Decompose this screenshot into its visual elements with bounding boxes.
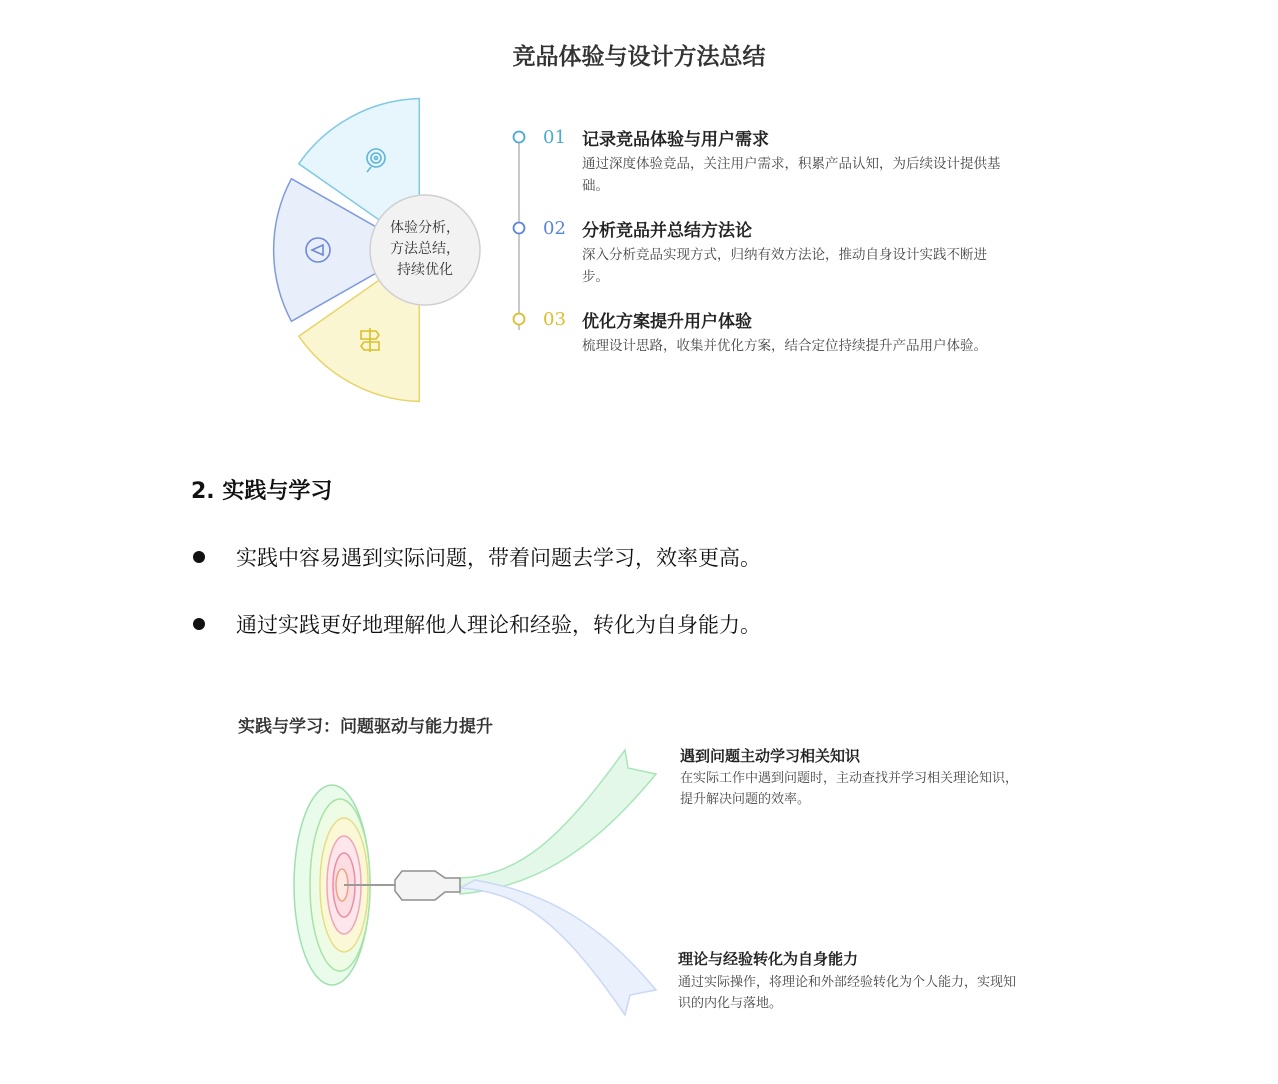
bullet-text: 实践中容易遇到实际问题，带着问题去学习，效率更高。 <box>236 546 761 570</box>
bullet-dot <box>193 618 205 630</box>
step-description: 通过深度体验竞品，关注用户需求，积累产品认知，为后续设计提供基础。 <box>582 156 1001 194</box>
step-description: 梳理设计思路，收集并优化方案，结合定位持续提升产品用户体验。 <box>582 338 987 354</box>
ribbon-up <box>460 750 656 894</box>
bullet-dot <box>193 551 205 563</box>
callout-title: 理论与经验转化为自身能力 <box>678 950 859 968</box>
timeline-line <box>505 125 535 345</box>
timeline-node <box>514 223 525 234</box>
callout-description: 在实际工作中遇到问题时，主动查找并学习相关理论知识，提升解决问题的效率。 <box>680 771 1019 807</box>
figure1-title: 竞品体验与设计方法总结 <box>512 44 766 70</box>
callout-description: 通过实际操作，将理论和外部经验转化为个人能力，实现知识的内化与落地。 <box>678 975 1017 1011</box>
step-title: 记录竞品体验与用户需求 <box>582 130 769 150</box>
timeline-node <box>514 132 525 143</box>
center-line: 方法总结， <box>390 241 460 257</box>
step-number: 01 <box>543 127 566 148</box>
center-line: 持续优化 <box>397 262 453 278</box>
step-description: 深入分析竞品实现方式，归纳有效方法论，推动自身设计实践不断进步。 <box>582 247 987 285</box>
step-title: 优化方案提升用户体验 <box>582 312 752 332</box>
center-label <box>370 218 480 281</box>
ribbon-down <box>460 880 656 1015</box>
callout-title: 遇到问题主动学习相关知识 <box>680 747 861 765</box>
figure2-title: 实践与学习：问题驱动与能力提升 <box>238 717 493 737</box>
timeline-node <box>514 314 525 325</box>
step-number: 03 <box>543 309 566 330</box>
section-heading: 2. 实践与学习 <box>191 479 333 504</box>
step-number: 02 <box>543 218 566 239</box>
step-title: 分析竞品并总结方法论 <box>582 221 752 241</box>
bullet-text: 通过实践更好地理解他人理论和经验，转化为自身能力。 <box>236 613 761 637</box>
center-line: 体验分析， <box>390 220 460 236</box>
target-arrow-diagram <box>270 740 670 1035</box>
dart-body <box>395 871 460 900</box>
